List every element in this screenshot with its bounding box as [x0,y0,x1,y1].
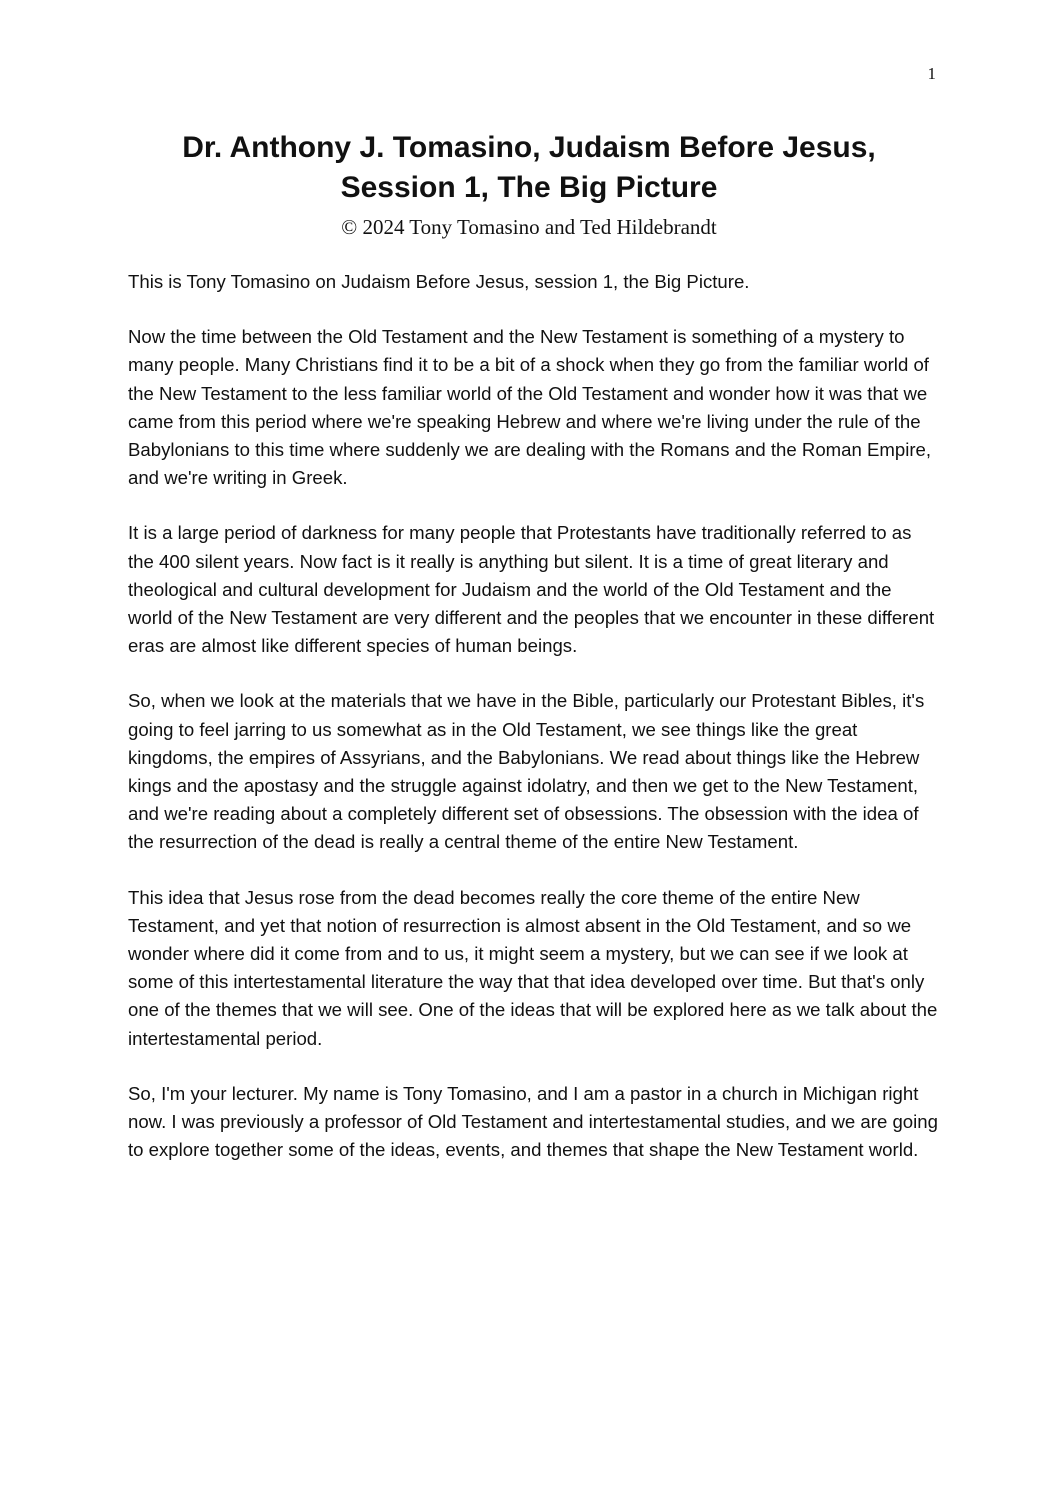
page-number: 1 [927,64,936,83]
paragraph: So, when we look at the materials that we have in the Bible, particularly our Protestant Bibles, it's going to feel jarring to us somewhat as in the Old Testament, we see things like the great kingdoms, the empires of Assyrians, and the Babylonians. We read about things like the Hebrew kings and the apostasy and the struggle against idolatry, and then we get to the New Testament, and we're reading about a completely different set of obsessions. The obsession with the idea of the resurrection of the dead is really a central theme of the entire New Testament. [128,690,925,853]
copyright-line: © 2024 Tony Tomasino and Ted Hildebrandt [341,215,717,239]
paragraph: This is Tony Tomasino on Judaism Before Jesus, session 1, the Big Picture. [128,271,750,292]
paragraph: So, I'm your lecturer. My name is Tony Tomasino, and I am a pastor in a church in Michigan right now. I was previously a professor of Old Testament and intertestamental studies, and we are going to explore together some of the ideas, events, and themes that shape the New Testament world. [128,1082,938,1161]
title-line-1: Dr. Anthony J. Tomasino, Judaism Before Jesus, [182,131,876,164]
paragraph: This idea that Jesus rose from the dead becomes really the core theme of the entire New Testament, and yet that notion of resurrection is almost absent in the Old Testament, and so we wonder where did it come from and to us, it might seem a mystery, but we can see if we look at some of this intertestamental literature the way that that idea developed over time. But that's only one of the themes that we will see. One of the ideas that will be explored here as we talk about the intertestamental period. [128,886,938,1049]
document-title [100,128,958,208]
paragraph: It is a large period of darkness for many people that Protestants have traditionally referred to as the 400 silent years. Now fact is it really is anything but silent. It is a time of great literary and theological and cultural development for Judaism and the world of the Old Testament and the world of the New Testament are very different and the peoples that we encounter in these different eras are almost like different species of human beings. [128,522,935,657]
title-line-2: Session 1, The Big Picture [340,171,718,204]
paragraph: Now the time between the Old Testament and the New Testament is something of a mystery to many people. Many Christians find it to be a bit of a shock when they go from the familiar world of the New Testament to the less familiar world of the Old Testament and wonder how it was that we came from this period where we're speaking Hebrew and where we're living under the rule of the Babylonians to this time where suddenly we are dealing with the Romans and the Roman Empire, and we're writing in Greek. [128,326,932,489]
document-body [128,268,938,1191]
